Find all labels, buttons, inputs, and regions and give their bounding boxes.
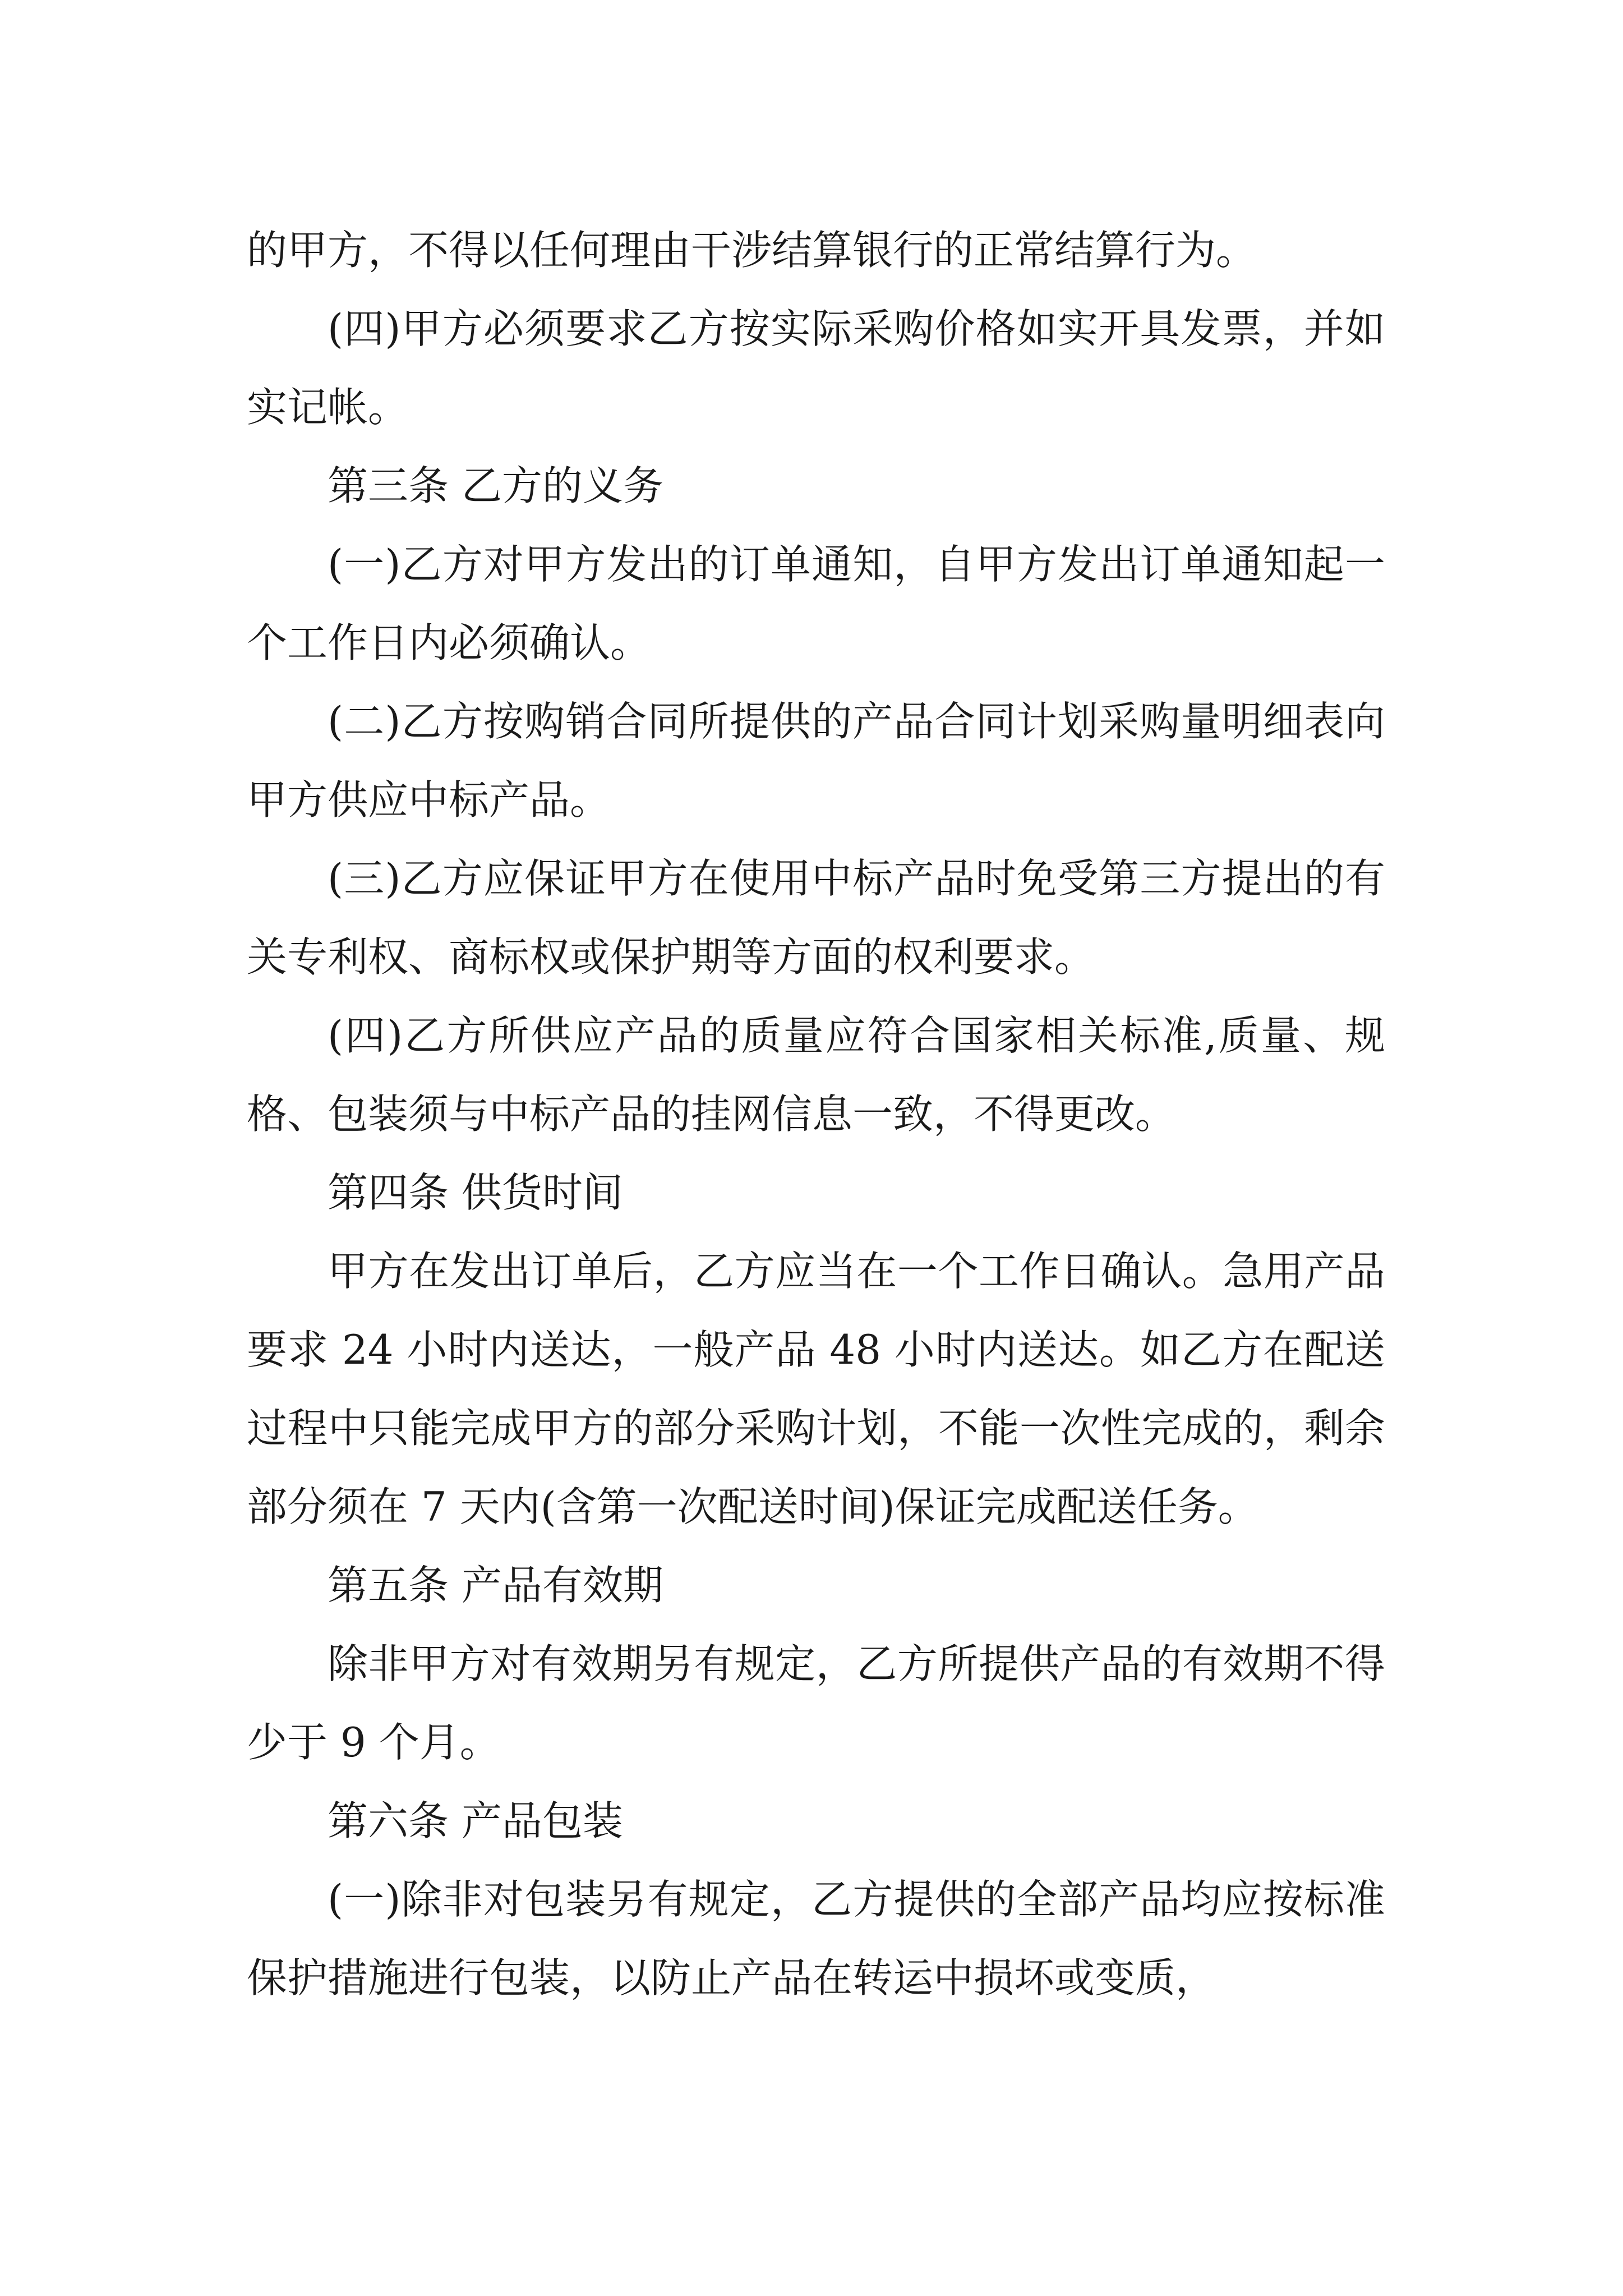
paragraph-item-4-quality: (四)乙方所供应产品的质量应符合国家相关标准,质量、规格、包装须与中标产品的挂网信息一致，不得更改。 bbox=[247, 1012, 1385, 1138]
paragraph-expiry: 除非甲方对有效期另有规定，乙方所提供产品的有效期不得少于 9 个月。 bbox=[247, 1640, 1385, 1766]
section-heading-article-5: 第五条 产品有效期 bbox=[328, 1562, 663, 1609]
section-heading-article-4: 第四条 供货时间 bbox=[328, 1169, 623, 1216]
paragraph-item-4-invoice: (四)甲方必须要求乙方按实际采购价格如实开具发票，并如实记帐。 bbox=[247, 305, 1385, 431]
paragraph-item-2-supply: (二)乙方按购销合同所提供的产品合同计划采购量明细表向甲方供应中标产品。 bbox=[247, 698, 1385, 823]
section-heading-article-6: 第六条 产品包装 bbox=[328, 1797, 623, 1844]
paragraph-item-1-order-confirm: (一)乙方对甲方发出的订单通知，自甲方发出订单通知起一个工作日内必须确认。 bbox=[247, 541, 1385, 666]
paragraph-packaging: (一)除非对包装另有规定，乙方提供的全部产品均应按标准保护措施进行包装，以防止产品在转运中损坏或变质， bbox=[247, 1876, 1385, 2001]
document-body bbox=[247, 211, 1385, 2017]
section-heading-article-3: 第三条 乙方的义务 bbox=[328, 462, 663, 509]
paragraph-continuation: 的甲方，不得以任何理由干涉结算银行的正常结算行为。 bbox=[247, 227, 1257, 274]
paragraph-delivery-time: 甲方在发出订单后，乙方应当在一个工作日确认。急用产品要求 24 小时内送达，一般产品 48 小时内送达。如乙方在配送过程中只能完成甲方的部分采购计划，不能一次性完成的，剩余部分须在 7 天内(含第一次配送时间)保证完成配送任务。 bbox=[247, 1248, 1385, 1530]
paragraph-item-3-rights: (三)乙方应保证甲方在使用中标产品时免受第三方提出的有关专利权、商标权或保护期等方面的权利要求。 bbox=[247, 855, 1385, 981]
